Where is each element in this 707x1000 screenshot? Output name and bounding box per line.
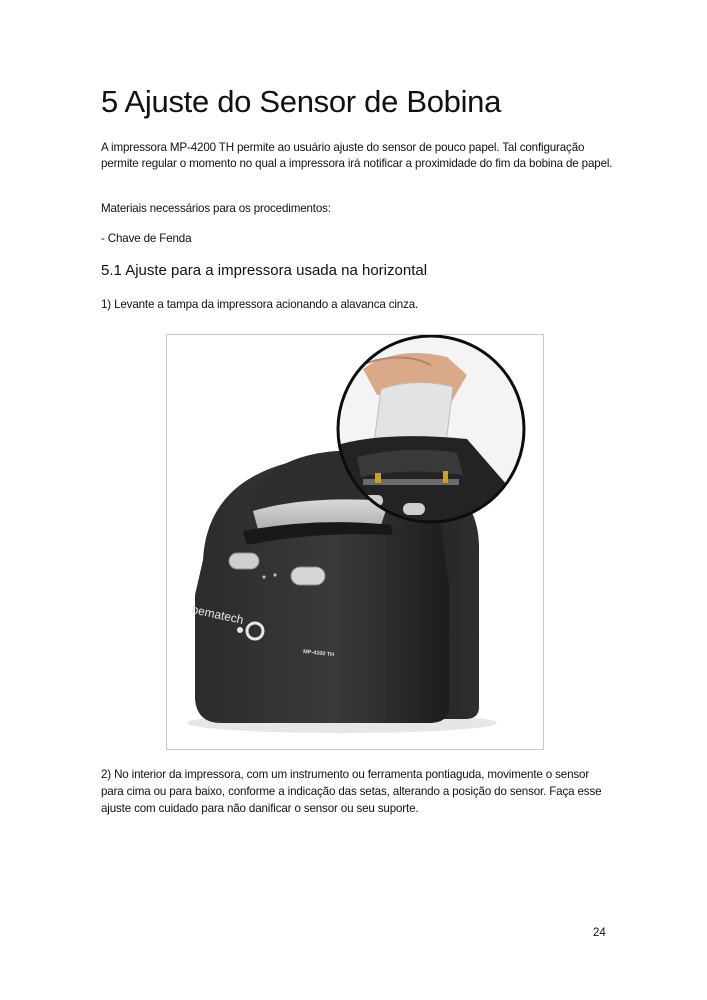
printer-model: MP-4200 TH <box>302 649 335 659</box>
printer-brand: bematech <box>190 602 245 627</box>
intro-paragraph: A impressora MP-4200 TH permite ao usuário ajuste do sensor de pouco papel. Tal configuração permite regular o momento no qual a impressora irá notificar a proximidade do fim da bobina de papel. <box>101 141 613 170</box>
step-1-text: 1) Levante a tampa da impressora acionando a alavanca cinza. <box>101 298 419 311</box>
step-2-text: 2) No interior da impressora, com um instrumento ou ferramenta pontiaguda, movimente o sensor para cima ou para baixo, conforme a indicação das setas, alterando a posição do sensor. Faça esse ajuste com cuidado para não danificar o sensor ou seu suporte. <box>101 768 602 815</box>
materials-heading: Materiais necessários para os procedimentos: <box>101 202 331 215</box>
subsection-title: 5.1 Ajuste para a impressora usada na horizontal <box>101 262 428 279</box>
materials-item: - Chave de Fenda <box>101 232 192 245</box>
page-title: 5 Ajuste do Sensor de Bobina <box>101 84 502 119</box>
printer-photo <box>166 334 544 750</box>
page-number: 24 <box>593 927 606 939</box>
